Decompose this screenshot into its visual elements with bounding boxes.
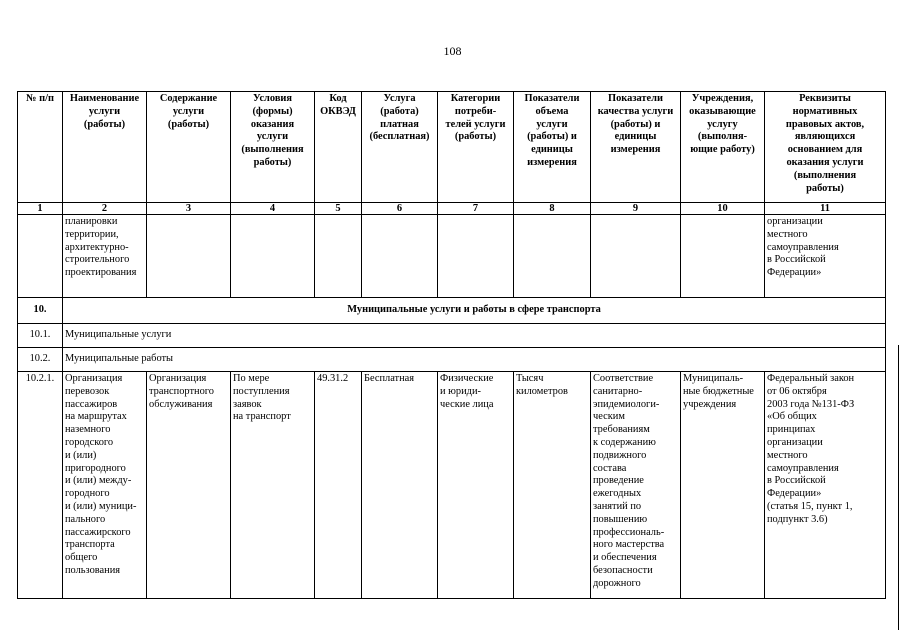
- header-row: [18, 92, 886, 203]
- subsection-title: Муниципальные услуги: [63, 324, 886, 348]
- table-cell: [438, 215, 514, 298]
- page-number: 108: [443, 44, 462, 58]
- subsection-number: 10.1.: [18, 324, 63, 348]
- service-paid-cell: Бесплатная: [362, 372, 438, 599]
- continuation-legal-basis-cell: организации местного самоуправления в Российской Федерации»: [765, 215, 886, 298]
- column-number: 5: [315, 203, 362, 215]
- service-volume-cell: Тысяч километров: [514, 372, 591, 599]
- column-number: 10: [681, 203, 765, 215]
- subsection-number: 10.2.: [18, 348, 63, 372]
- column-number: 6: [362, 203, 438, 215]
- service-content-cell: Организация транспортного обслуживания: [147, 372, 231, 599]
- table-cell: [231, 215, 315, 298]
- header-cell-paid: Услуга (работа) платная (бесплатная): [362, 92, 438, 203]
- header-cell-institutions: Учреждения, оказывающие услугу (выполня- ющие работу): [681, 92, 765, 203]
- table-cell: [681, 215, 765, 298]
- table-cell: [315, 215, 362, 298]
- column-number: 4: [231, 203, 315, 215]
- services-table: [17, 91, 886, 599]
- section-title: Муниципальные услуги и работы в сфере транспорта: [63, 298, 886, 324]
- header-cell-legal-basis: Реквизиты нормативных правовых актов, являющихся основанием для оказания услуги (выполнения работы): [765, 92, 886, 203]
- service-okved-cell: 49.31.2: [315, 372, 362, 599]
- column-number: 2: [63, 203, 147, 215]
- table-row-continuation: [18, 215, 886, 298]
- service-institutions-cell: Муниципаль- ные бюджетные учреждения: [681, 372, 765, 599]
- column-number: 3: [147, 203, 231, 215]
- service-legal-basis-cell: Федеральный закон от 06 октября 2003 года №131-ФЗ «Об общих принципах организации местного самоуправления в Российской Федерации» (статья 15, пункт 1, подпункт 3.6): [765, 372, 886, 599]
- service-quality-cell: Соответствие санитарно- эпидемиологи- ческим требованиям к содержанию подвижного состава проведение ежегодных занятий по повышению профессиональ- ного мастерства и обеспечения безопасности дорожного: [591, 372, 681, 599]
- column-number-row: [18, 203, 886, 215]
- subsection-row: [18, 324, 886, 348]
- table-cell: [147, 215, 231, 298]
- service-number: 10.2.1.: [18, 372, 63, 599]
- service-consumers-cell: Физические и юриди- ческие лица: [438, 372, 514, 599]
- column-number: 11: [765, 203, 886, 215]
- column-number: 7: [438, 203, 514, 215]
- header-cell-volume: Показатели объема услуги (работы) и единицы измерения: [514, 92, 591, 203]
- header-cell-conditions: Условия (формы) оказания услуги (выполнения работы): [231, 92, 315, 203]
- continuation-name-cell: планировки территории, архитектурно- строительного проектирования: [63, 215, 147, 298]
- column-number: 8: [514, 203, 591, 215]
- subsection-title: Муниципальные работы: [63, 348, 886, 372]
- header-cell-number: № п/п: [18, 92, 63, 203]
- header-cell-okved: Код ОКВЭД: [315, 92, 362, 203]
- column-number: 9: [591, 203, 681, 215]
- table-cell: [591, 215, 681, 298]
- column-number: 1: [18, 203, 63, 215]
- service-conditions-cell: По мере поступления заявок на транспорт: [231, 372, 315, 599]
- header-cell-content: Содержание услуги (работы): [147, 92, 231, 203]
- subsection-row: [18, 348, 886, 372]
- table-cell: [18, 215, 63, 298]
- header-cell-consumers: Категории потреби- телей услуги (работы): [438, 92, 514, 203]
- service-row: [18, 372, 886, 599]
- section-number: 10.: [18, 298, 63, 324]
- scan-edge-line: [898, 345, 899, 630]
- header-cell-quality: Показатели качества услуги (работы) и единицы измерения: [591, 92, 681, 203]
- table-cell: [514, 215, 591, 298]
- table-cell: [362, 215, 438, 298]
- service-name-cell: Организация перевозок пассажиров на маршрутах наземного городского и (или) пригородного и (или) между- городного и (или) муници- пального пассажирского транспорта общего пользования: [63, 372, 147, 599]
- section-row: [18, 298, 886, 324]
- header-cell-name: Наименование услуги (работы): [63, 92, 147, 203]
